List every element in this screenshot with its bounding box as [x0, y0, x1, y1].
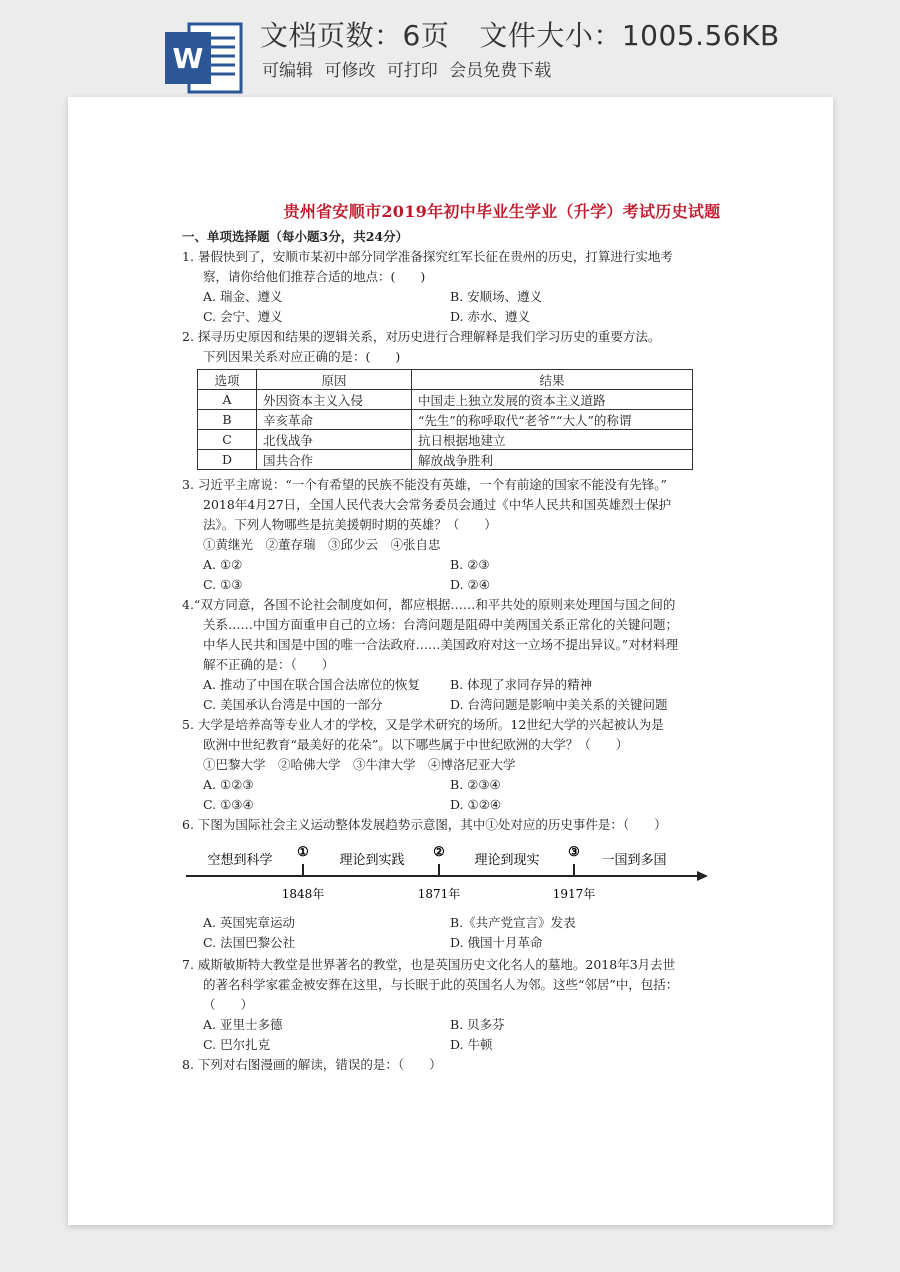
- question-5-text-2: 欧洲中世纪教育“最美好的花朵”。以下哪些属于中世纪欧洲的大学？（ ）: [203, 737, 629, 752]
- question-4-text: 4.“双方同意，各国不论社会制度如何，都应根据……和平共处的原则来处理国与国之间的: [182, 597, 676, 612]
- stage-label: 一国到多国: [601, 853, 667, 868]
- q6-option-c: C. 法国巴黎公社: [203, 935, 296, 950]
- word-document-icon: [165, 20, 243, 96]
- question-7-text-2: 的著名科学家霍金被安葬在这里，与长眠于此的英国名人为邻。这些“邻居”中，包括：: [203, 977, 679, 992]
- table-cell: D: [198, 450, 257, 470]
- question-4-text-4: 解不正确的是：（ ）: [203, 657, 335, 672]
- document-info-title: [260, 14, 780, 54]
- table-cell: 中国走上独立发展的资本主义道路: [412, 390, 693, 410]
- download-header: [0, 0, 900, 100]
- question-8-text: 8. 下列对右图漫画的解读，错误的是：（ ）: [182, 1057, 442, 1072]
- table-header-cell: 结果: [412, 370, 693, 390]
- q1-option-a: A. 瑞金、遵义: [203, 289, 283, 304]
- table-cell: 国共合作: [257, 450, 412, 470]
- table-cell: 北伐战争: [257, 430, 412, 450]
- socialism-timeline-diagram: [182, 842, 722, 912]
- timeline-marker: ②: [433, 845, 445, 860]
- q7-option-c: C. 巴尔扎克: [203, 1037, 271, 1052]
- q5-option-c: C. ①③④: [203, 797, 254, 812]
- question-4-text-3: 中华人民共和国是中国的唯一合法政府……美国政府对这一立场不提出异议。”对材料理: [203, 637, 679, 652]
- question-7-text-3: （ ）: [203, 997, 254, 1012]
- q7-option-d: D. 牛顿: [450, 1037, 493, 1052]
- question-2-text: 2. 探寻历史原因和结果的逻辑关系，对历史进行合理解释是我们学习历史的重要方法。: [182, 329, 661, 344]
- q1-option-c: C. 会宁、遵义: [203, 309, 283, 324]
- table-header-cell: 选项: [198, 370, 257, 390]
- timeline-year: 1848年: [281, 887, 325, 901]
- q3-option-c: C. ①③: [203, 577, 243, 592]
- table-cell: B: [198, 410, 257, 430]
- cause-effect-table: [197, 369, 693, 470]
- feature-list: 可编辑 可修改 可打印 会员免费下载: [262, 61, 552, 81]
- question-3-items: ①黄继光 ②董存瑞 ③邱少云 ④张自忠: [203, 537, 441, 552]
- q3-option-a: A. ①②: [203, 557, 243, 572]
- q1-option-b: B. 安顺场、遵义: [450, 289, 543, 304]
- table-header-cell: 原因: [257, 370, 412, 390]
- q6-option-a: A. 英国宪章运动: [203, 915, 295, 930]
- question-7-text: 7. 威斯敏斯特大教堂是世界著名的教堂，也是英国历史文化名人的墓地。2018年3月去世: [182, 957, 676, 972]
- question-2-text-2: 下列因果关系对应正确的是：( ): [203, 349, 401, 364]
- timeline-marker: ①: [297, 845, 309, 860]
- page-count: 文档页数：6页: [260, 19, 450, 52]
- q6-option-d: D. 俄国十月革命: [450, 935, 543, 950]
- question-1-text-2: 察，请你给他们推荐合适的地点：( ): [203, 269, 426, 284]
- table-row: [198, 410, 693, 430]
- table-cell: A: [198, 390, 257, 410]
- q5-option-d: D. ①②④: [450, 797, 502, 812]
- q4-option-d: D. 台湾问题是影响中美关系的关键问题: [450, 697, 668, 712]
- table-row: [198, 450, 693, 470]
- q3-option-d: D. ②④: [450, 577, 490, 592]
- q4-option-b: B. 体现了求同存异的精神: [450, 677, 593, 692]
- q6-option-b: B.《共产党宣言》发表: [450, 915, 576, 930]
- document-page: [68, 97, 833, 1225]
- q3-option-b: B. ②③: [450, 557, 490, 572]
- question-3-text: 3. 习近平主席说：“一个有希望的民族不能没有英雄，一个有前途的国家不能没有先锋。”: [182, 477, 667, 492]
- timeline-year: 1871年: [417, 887, 461, 901]
- table-cell: 抗日根据地建立: [412, 430, 693, 450]
- question-1-text: 1. 暑假快到了，安顺市某初中部分同学准备探究红军长征在贵州的历史，打算进行实地考: [182, 249, 673, 264]
- table-cell: 解放战争胜利: [412, 450, 693, 470]
- svg-text:W: W: [172, 42, 204, 75]
- file-size: 文件大小：1005.56KB: [479, 19, 780, 52]
- stage-label: 空想到科学: [207, 853, 273, 868]
- stage-label: 理论到实践: [339, 853, 405, 868]
- q4-option-a: A. 推动了中国在联合国合法席位的恢复: [203, 677, 420, 692]
- q7-option-a: A. 亚里士多德: [203, 1017, 283, 1032]
- table-row: [198, 430, 693, 450]
- stage-label: 理论到现实: [474, 853, 540, 868]
- table-header-row: [198, 370, 693, 390]
- timeline-year: 1917年: [552, 887, 596, 901]
- table-cell: 外因资本主义入侵: [257, 390, 412, 410]
- timeline-arrow-icon: [697, 871, 708, 881]
- question-3-text-3: 法》。下列人物哪些是抗美援朝时期的英雄？（ ）: [203, 517, 497, 532]
- table-cell: “先生”的称呼取代“老爷”“大人”的称谓: [412, 410, 693, 430]
- table-cell: C: [198, 430, 257, 450]
- question-3-text-2: 2018年4月27日，全国人民代表大会常务委员会通过《中华人民共和国英雄烈士保护: [203, 497, 672, 512]
- question-5-text: 5. 大学是培养高等专业人才的学校，又是学术研究的场所。12世纪大学的兴起被认为是: [182, 717, 664, 732]
- q7-option-b: B. 贝多芬: [450, 1017, 505, 1032]
- timeline-marker: ③: [568, 845, 580, 860]
- q5-option-a: A. ①②③: [203, 777, 254, 792]
- question-6-text: 6. 下图为国际社会主义运动整体发展趋势示意图，其中①处对应的历史事件是：（ ）: [182, 817, 667, 832]
- table-row: [198, 390, 693, 410]
- question-4-text-2: 关系……中国方面重申自己的立场：台湾问题是阻碍中美两国关系正常化的关键问题；: [203, 617, 679, 632]
- q1-option-d: D. 赤水、遵义: [450, 309, 531, 324]
- q5-option-b: B. ②③④: [450, 777, 501, 792]
- question-5-items: ①巴黎大学 ②哈佛大学 ③牛津大学 ④博洛尼亚大学: [203, 757, 516, 772]
- table-cell: 辛亥革命: [257, 410, 412, 430]
- exam-title: 贵州省安顺市2019年初中毕业生学业（升学）考试历史试题: [283, 202, 721, 221]
- section-heading: 一、单项选择题（每小题3分，共24分）: [182, 229, 409, 244]
- q4-option-c: C. 美国承认台湾是中国的一部分: [203, 697, 383, 712]
